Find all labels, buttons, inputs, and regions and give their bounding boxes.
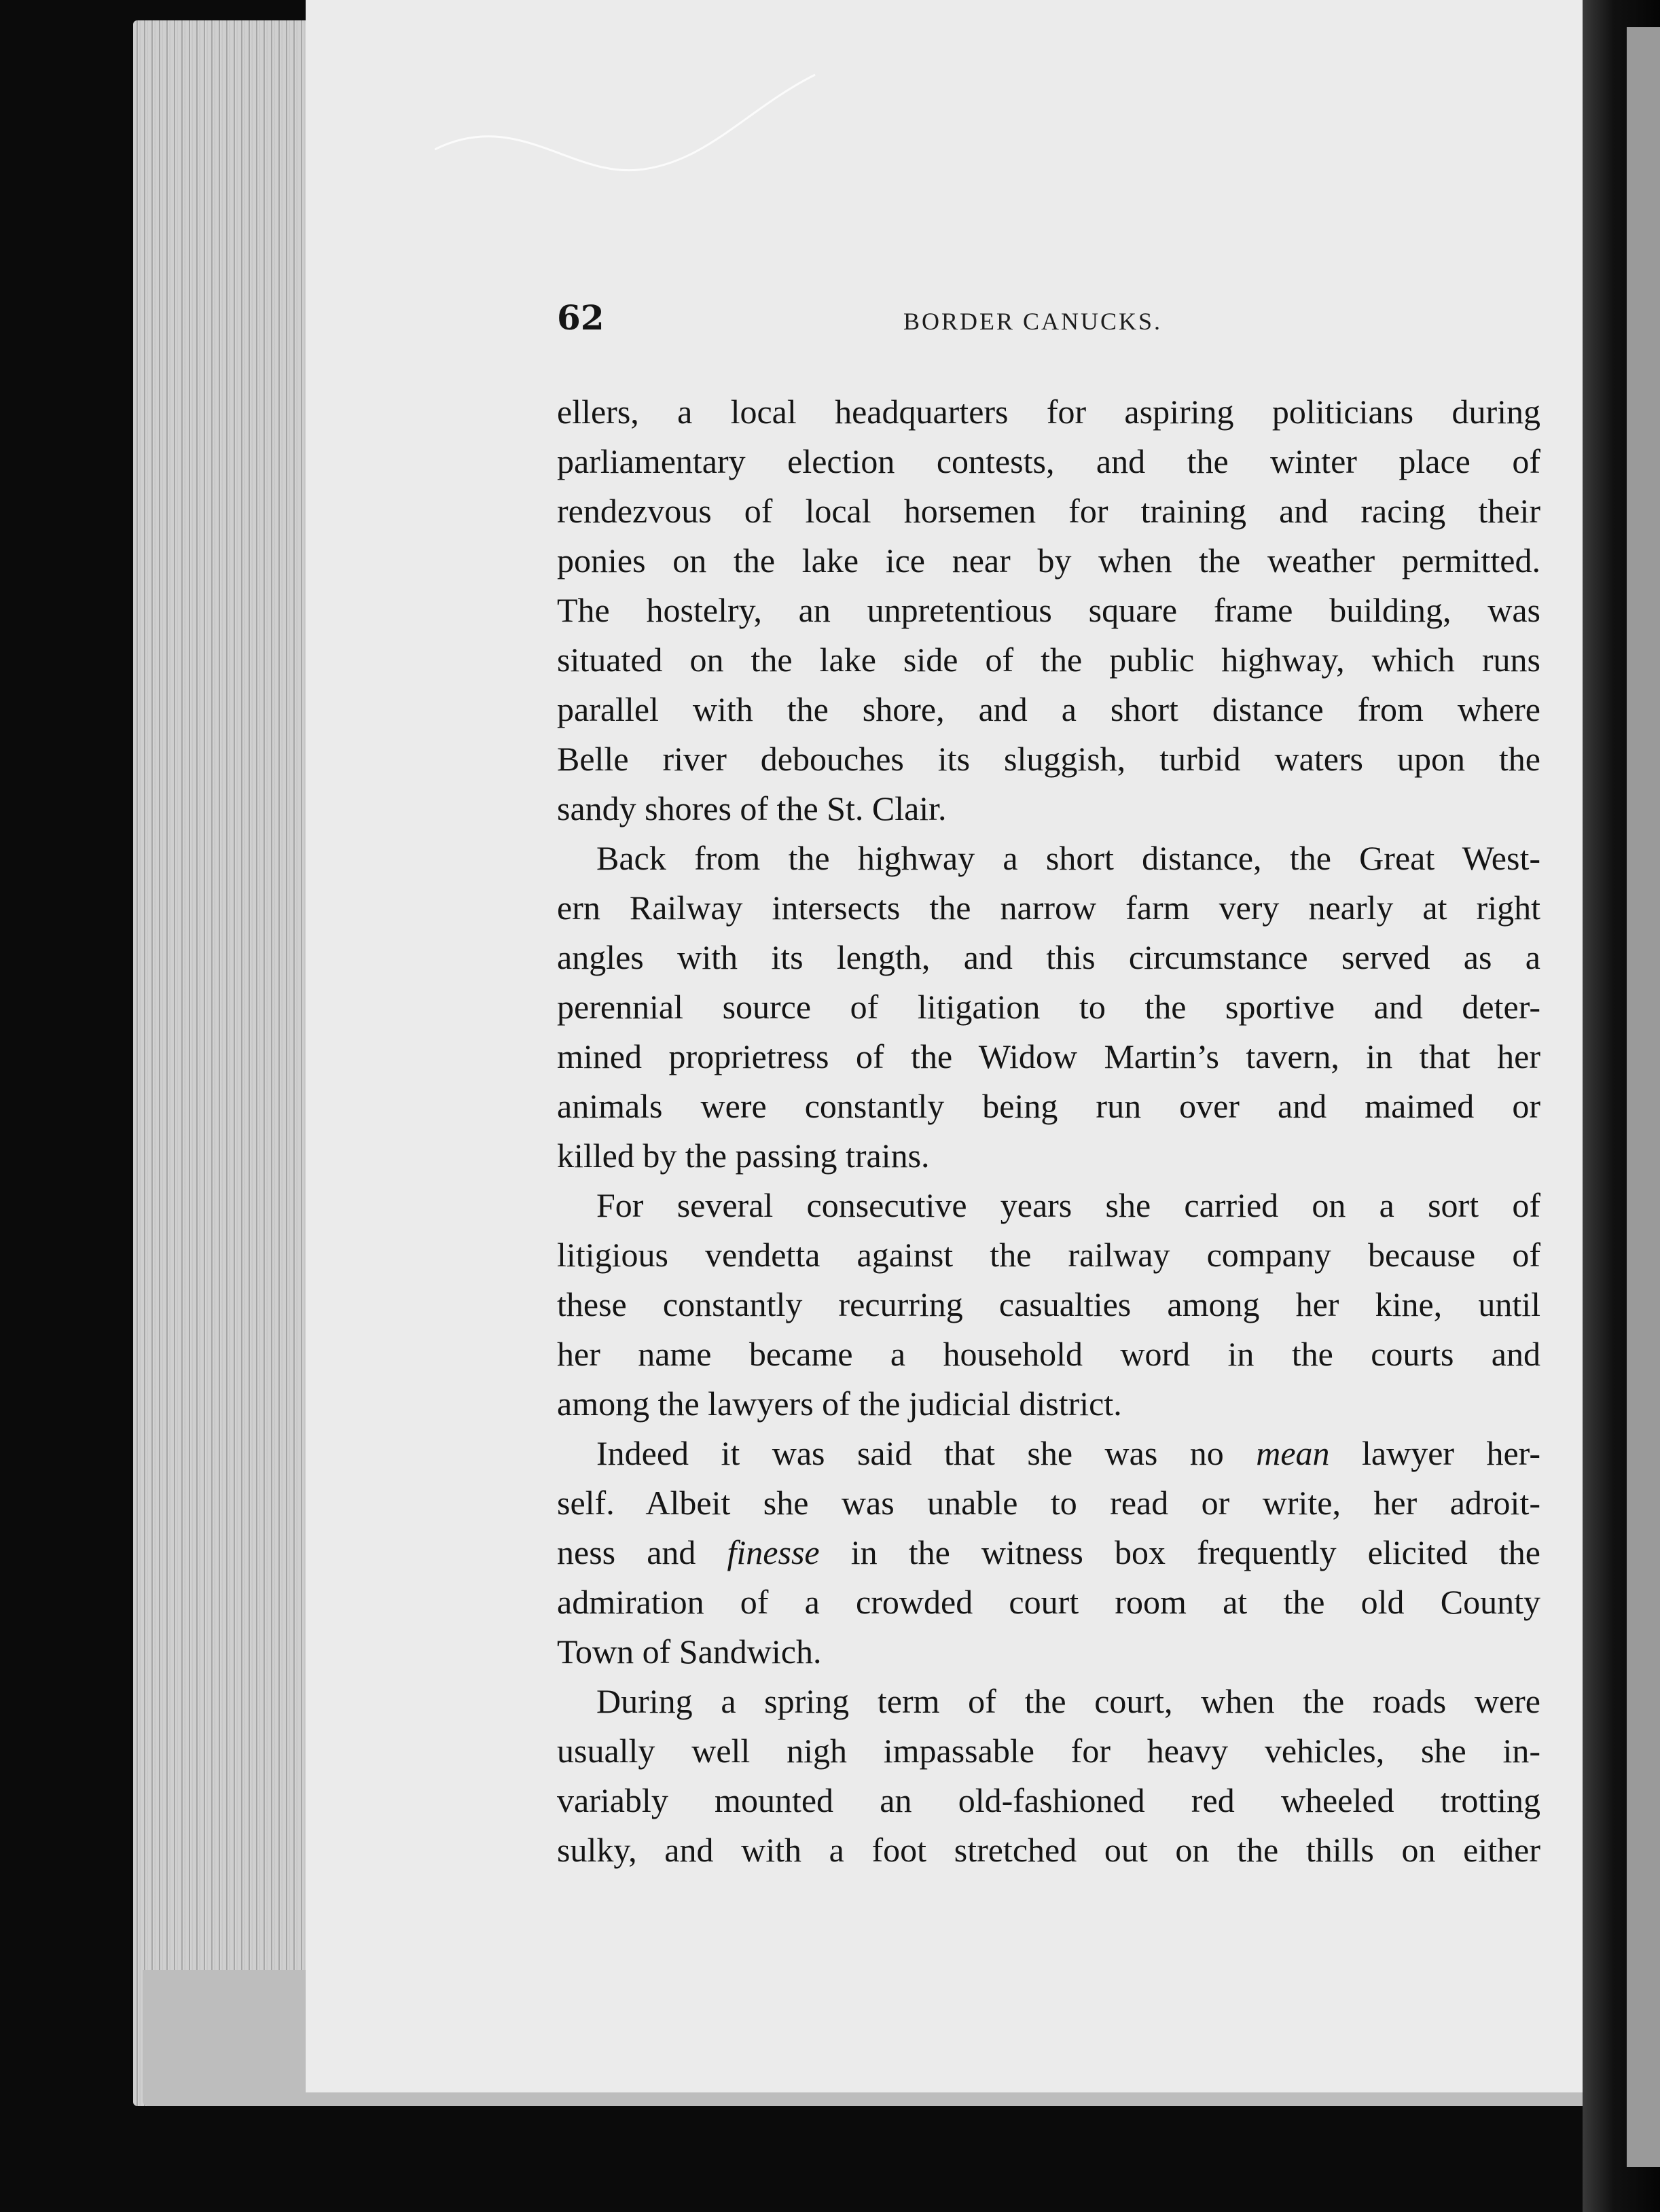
text-line: parliamentary election contests, and the winter place of	[557, 442, 1540, 480]
text-line: The hostelry, an unpretentious square frame building, was	[557, 591, 1540, 629]
text-line: Back from the highway a short distance, the Great West-	[596, 839, 1540, 877]
text-line: ponies on the lake ice near by when the weather permitted.	[557, 541, 1540, 579]
text-line: mined proprietress of the Widow Martin’s tavern, in that her	[557, 1037, 1540, 1075]
text-line: ellers, a local headquarters for aspiring politicians during	[557, 393, 1540, 431]
text-line: angles with its length, and this circumstance served as a	[557, 938, 1540, 976]
text-fragment: lawyer her-	[1329, 1434, 1540, 1472]
text-line: variably mounted an old-fashioned red wheeled trotting	[557, 1781, 1540, 1819]
body-text	[557, 387, 1540, 1875]
text-line: During a spring term of the court, when the roads were	[596, 1682, 1540, 1720]
page-stack-edges	[133, 20, 310, 2106]
text-line: parallel with the shore, and a short distance from where	[557, 690, 1540, 728]
running-header	[557, 292, 1542, 346]
text-line: ern Railway intersects the narrow farm very nearly at right	[557, 889, 1540, 927]
text-line: these constantly recurring casualties among her kine, until	[557, 1285, 1540, 1323]
text-line: rendezvous of local horsemen for training and racing their	[557, 492, 1540, 530]
text-line: usually well nigh impassable for heavy vehicles, she in-	[557, 1732, 1540, 1770]
text-line: self. Albeit she was unable to read or write, her adroit-	[557, 1484, 1540, 1522]
text-line-with-italic	[557, 1528, 1540, 1577]
text-fragment: in the witness box frequently elicited the	[819, 1533, 1540, 1571]
text-fragment: Indeed it was said that she was no	[596, 1434, 1257, 1472]
text-line: litigious vendetta against the railway company because of	[557, 1236, 1540, 1274]
text-line: Town of Sandwich.	[557, 1633, 822, 1671]
italic-word: finesse	[727, 1533, 820, 1571]
text-line-with-italic	[557, 1429, 1540, 1478]
text-line: sandy shores of the St. Clair.	[557, 789, 947, 827]
text-line: sulky, and with a foot stretched out on the thills on either	[557, 1831, 1540, 1869]
text-line: among the lawyers of the judicial district.	[557, 1385, 1122, 1423]
running-title: BORDER CANUCKS.	[903, 308, 1163, 335]
italic-word: mean	[1256, 1434, 1330, 1472]
text-line: perennial source of litigation to the sportive and deter-	[557, 988, 1540, 1026]
text-line: situated on the lake side of the public highway, which runs	[557, 641, 1540, 679]
text-fragment: ness and	[557, 1533, 727, 1571]
fiber-smudge	[435, 68, 910, 326]
facing-page-strip	[1627, 27, 1660, 2167]
text-line: admiration of a crowded court room at the old County	[557, 1583, 1540, 1621]
page-number: 62	[557, 298, 605, 338]
text-line: Belle river debouches its sluggish, turbid waters upon the	[557, 740, 1540, 778]
text-line: For several consecutive years she carried on a sort of	[596, 1186, 1540, 1224]
text-line: killed by the passing trains.	[557, 1137, 930, 1175]
text-line: her name became a household word in the courts and	[557, 1335, 1540, 1373]
text-line: animals were constantly being run over and maimed or	[557, 1087, 1540, 1125]
